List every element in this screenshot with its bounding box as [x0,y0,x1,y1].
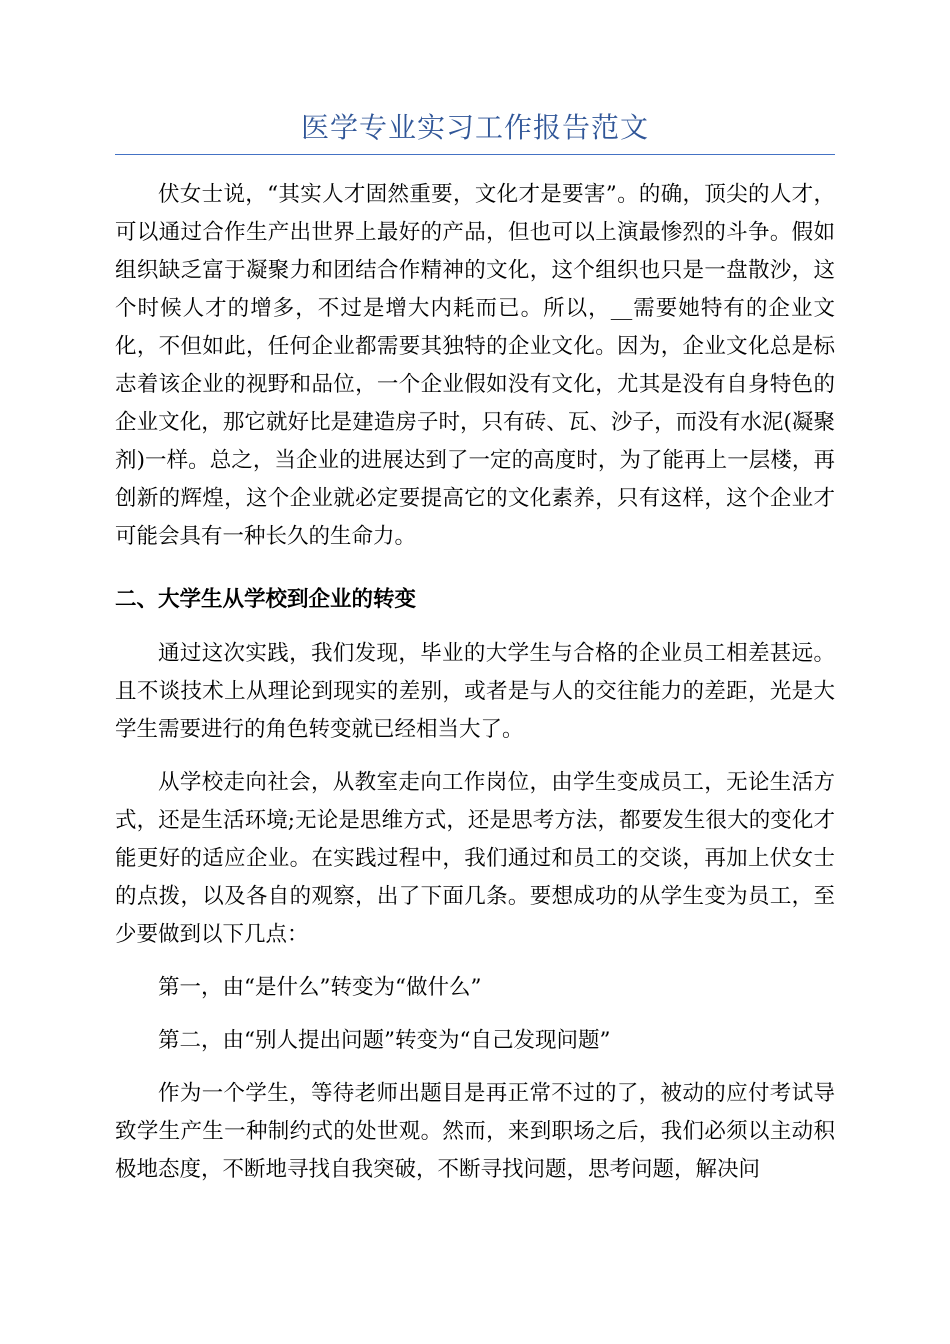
paragraph-point-two: 第二，由“别人提出问题”转变为“自己发现问题” [158,1028,611,1053]
paragraph-student-role: 作为一个学生，等待老师出题目是再正常不过的了，被动的应付考试导致学生产生一种制约式的处世观。然而，来到职场之后，我们必须以主动积极地态度，不断地寻找自我突破，不断寻找问题，思考问题，解决问 [115,1081,835,1182]
section-heading: 二、大学生从学校到企业的转变 [115,587,417,612]
paragraph-point-one: 第一，由“是什么”转变为“做什么” [158,975,482,1000]
document-body [115,176,835,1189]
paragraph-corporate-culture: 伏女士说，“其实人才固然重要，文化才是要害”。的确，顶尖的人才，可以通过合作生产出世界上最好的产品，但也可以上演最惨烈的斗争。假如组织缺乏富于凝聚力和团结合作精神的文化，这个组织也只是一盘散沙，这个时候人才的增多，不过是增大内耗而已。所以，__需要她特有的企业文化，不但如此，任何企业都需要其独特的企业文化。因为，企业文化总是标志着该企业的视野和品位，一个企业假如没有文化，尤其是没有自身特色的企业文化，那它就好比是建造房子时，只有砖、瓦、沙子，而没有水泥(凝聚剂)一样。总之，当企业的进展达到了一定的高度时，为了能再上一层楼，再创新的辉煌，这个企业就必定要提高它的文化素养，只有这样，这个企业才可能会具有一种长久的生命力。 [115,182,835,549]
document-title: 医学专业实习工作报告范文 [300,111,649,144]
title-underline [115,154,835,155]
paragraph-school-to-society: 从学校走向社会，从教室走向工作岗位，由学生变成员工，无论生活方式，还是生活环境;无论是思维方式，还是思考方法，都要发生很大的变化才能更好的适应企业。在实践过程中，我们通过和员工的交谈，再加上伏女士的点拨，以及各自的观察，出了下面几条。要想成功的从学生变为员工，至少要做到以下几点： [115,770,835,947]
paragraph-practice-findings: 通过这次实践，我们发现，毕业的大学生与合格的企业员工相差甚远。且不谈技术上从理论到现实的差别，或者是与人的交往能力的差距，光是大学生需要进行的角色转变就已经相当大了。 [115,641,835,742]
